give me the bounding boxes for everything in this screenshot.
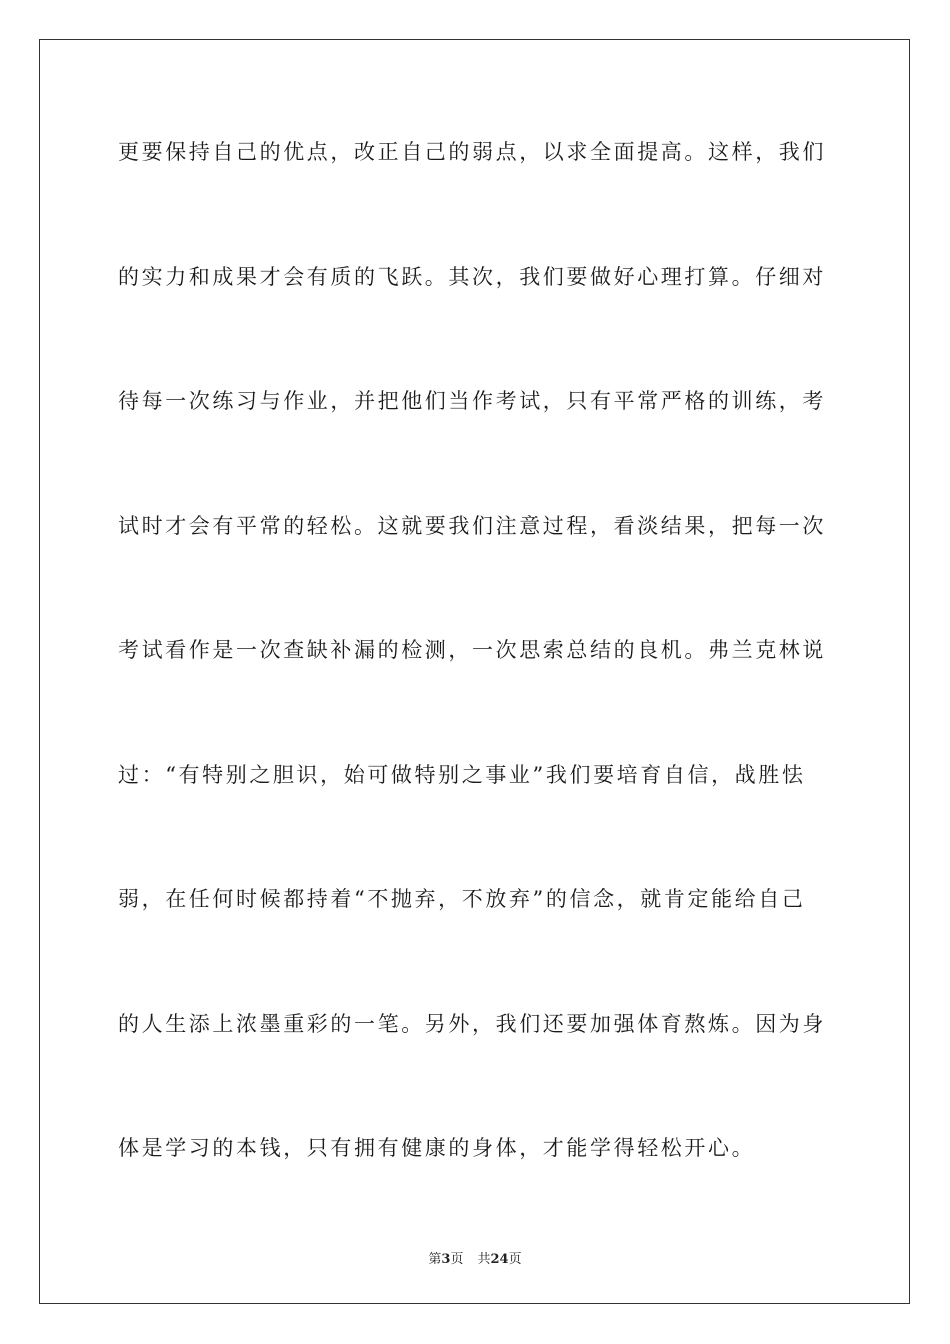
paragraph-line: 试时才会有平常的轻松。这就要我们注意过程，看淡结果，把每一次 bbox=[118, 513, 826, 538]
paragraph-line: 体是学习的本钱，只有拥有健康的身体，才能学得轻松开心。 bbox=[118, 1136, 756, 1160]
page-footer bbox=[0, 1248, 950, 1267]
document-body bbox=[118, 127, 838, 1248]
total-suffix: 页 bbox=[508, 1252, 522, 1267]
paragraph-line: 过：“有特别之胆识，始可做特别之事业”我们要培育自信，战胜怯 bbox=[118, 762, 806, 787]
paragraph-line: 弱，在任何时候都持着“不抛弃，不放弃”的信念，就肯定能给自己 bbox=[118, 887, 806, 911]
total-pages: 24 bbox=[490, 1252, 509, 1267]
page-suffix: 页 bbox=[450, 1252, 464, 1267]
paragraph-line: 的实力和成果才会有质的飞跃。其次，我们要做好心理打算。仔细对 bbox=[118, 264, 826, 289]
paragraph-line: 的人生添上浓墨重彩的一笔。另外，我们还要加强体育熬炼。因为身 bbox=[118, 1011, 826, 1036]
paragraph-line: 考试看作是一次查缺补漏的检测，一次思索总结的良机。弗兰克林说 bbox=[118, 638, 826, 662]
page-number: 3 bbox=[441, 1252, 451, 1267]
paragraph-line: 待每一次练习与作业，并把他们当作考试，只有平常严格的训练，考 bbox=[118, 389, 826, 413]
total-prefix: 共 bbox=[477, 1252, 491, 1267]
page-prefix: 第 bbox=[428, 1252, 442, 1267]
paragraph-line: 更要保持自己的优点，改正自己的弱点，以求全面提高。这样，我们 bbox=[118, 140, 826, 164]
